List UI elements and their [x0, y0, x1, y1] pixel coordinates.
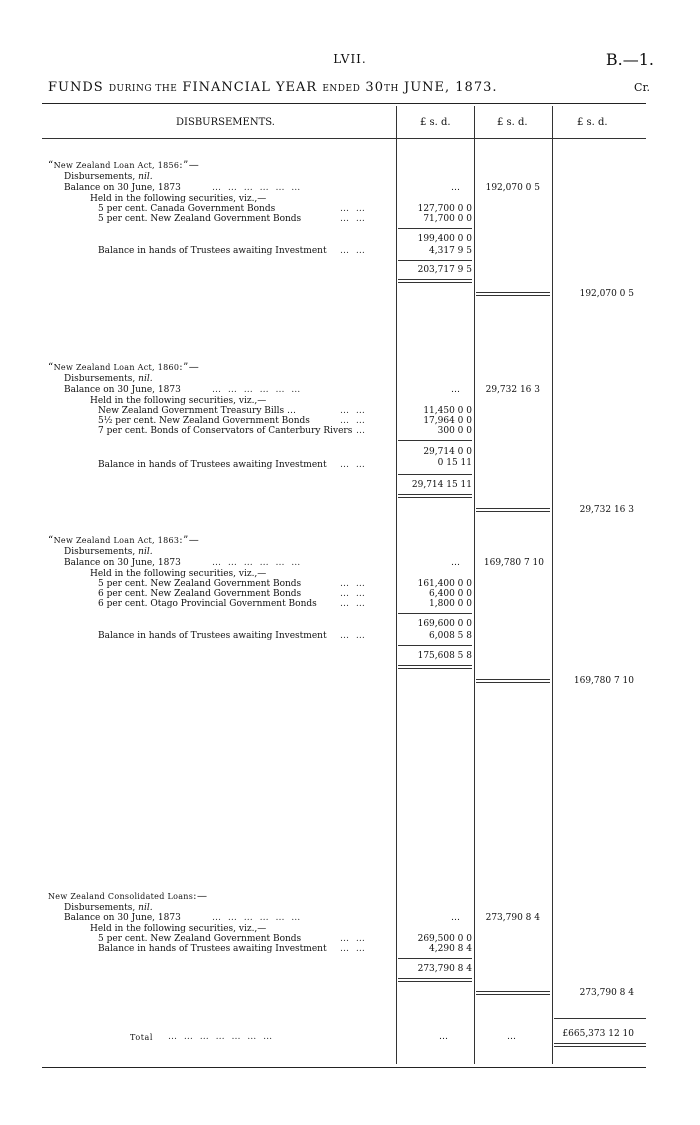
section-heading — [48, 363, 199, 373]
header-rule — [42, 138, 646, 139]
disbursements-value: nil. — [138, 903, 153, 913]
grand-total-amount: £665,373 12 10 — [562, 1029, 634, 1039]
column-rule — [396, 106, 397, 1064]
balance-amount: 273,790 8 4 — [485, 913, 540, 923]
held-in-label: Held in the following securities, viz.,— — [90, 924, 267, 934]
double-rule — [398, 279, 472, 283]
leader-dots: … … — [340, 214, 367, 224]
double-rule — [476, 292, 550, 296]
trustees-balance-amount: 6,008 5 8 — [429, 631, 472, 641]
leader-dots: … … … … … … … — [168, 1032, 275, 1042]
security-amount: 300 0 0 — [437, 426, 472, 436]
leader-dots: … … … … … … — [212, 558, 303, 568]
leader-dots: … … — [340, 599, 367, 609]
title-part: ENDED — [322, 84, 361, 94]
leader-dots: … … — [340, 204, 367, 214]
security-amount: 6,400 0 0 — [429, 589, 472, 599]
security-name: 6 per cent. New Zealand Government Bonds — [98, 589, 302, 599]
security-name: 5½ per cent. New Zealand Government Bonds — [98, 416, 310, 426]
balance-amount: 29,732 16 3 — [485, 385, 540, 395]
security-amount: 11,450 0 0 — [423, 406, 472, 416]
balance-label: Balance on 30 June, 1873 — [64, 558, 181, 568]
disbursements-value: nil. — [138, 547, 153, 557]
section-heading — [48, 536, 199, 546]
quote-mark: “ — [48, 535, 54, 546]
heading-punctuation: :”— — [179, 535, 200, 546]
act-name: New Zealand Loan Act, 1856 — [53, 161, 180, 170]
disbursements-line — [64, 547, 153, 557]
column-rule — [474, 106, 475, 1064]
balance-amount: 169,780 7 10 — [483, 558, 544, 568]
subtotal-rule — [398, 613, 472, 614]
disbursements-value: nil. — [138, 172, 153, 182]
section-total: 175,608 5 8 — [417, 651, 472, 661]
double-rule — [554, 1043, 646, 1047]
carried-amount: 29,732 16 3 — [579, 505, 634, 515]
column-header-pounds-3: £ s. d. — [577, 117, 608, 128]
disbursements-label: Disbursements, — [64, 172, 136, 182]
title-part: 30 — [360, 80, 384, 95]
leader-dots: … … — [340, 631, 367, 641]
leader-dots: … … … … … … — [212, 385, 303, 395]
disbursements-label: Disbursements, — [64, 903, 136, 913]
trustees-balance-amount: 4,317 9 5 — [429, 246, 472, 256]
column-rule — [552, 106, 553, 1064]
leader-dots: … … — [340, 934, 367, 944]
held-in-label: Held in the following securities, viz.,— — [90, 194, 267, 204]
page-number: LVII. — [333, 52, 367, 66]
trustees-balance-label: Balance in hands of Trustees awaiting Investment — [98, 460, 327, 470]
leader-dots: … … — [340, 246, 367, 256]
held-in-label: Held in the following securities, viz.,— — [90, 396, 267, 406]
quote-mark: “ — [48, 160, 54, 171]
security-name: 5 per cent. New Zealand Government Bonds — [98, 214, 302, 224]
total-label: Total — [130, 1033, 154, 1042]
balance-label: Balance on 30 June, 1873 — [64, 183, 181, 193]
grand-total-rule — [554, 1018, 646, 1019]
security-name: 5 per cent. Canada Government Bonds — [98, 204, 276, 214]
leader-dots: … … … … … … — [212, 183, 303, 193]
disbursements-value: nil. — [138, 374, 153, 384]
leader-dots: … … — [340, 579, 367, 589]
act-name: New Zealand Loan Act, 1860 — [53, 363, 180, 372]
title-part: TH — [383, 84, 399, 94]
balance-col1: … — [451, 558, 460, 568]
balance-label: Balance on 30 June, 1873 — [64, 385, 181, 395]
balance-amount: 192,070 0 5 — [485, 183, 540, 193]
title-part: FINANCIAL YEAR — [177, 80, 323, 95]
total-rule — [398, 958, 472, 959]
subtotal-amount: 199,400 0 0 — [417, 234, 472, 244]
quote-mark: “ — [48, 362, 54, 373]
credit-side-label: Cr. — [634, 81, 650, 94]
total-rule — [398, 645, 472, 646]
security-amount: 17,964 0 0 — [423, 416, 472, 426]
double-rule — [398, 494, 472, 498]
double-rule — [476, 508, 550, 512]
balance-col1: … — [451, 385, 460, 395]
security-name: 5 per cent. New Zealand Government Bonds — [98, 579, 302, 589]
double-rule — [476, 991, 550, 995]
subtotal-amount: 29,714 0 0 — [423, 447, 472, 457]
title-part: DURING THE — [108, 84, 178, 94]
heading-punctuation: :”— — [179, 160, 200, 171]
disbursements-label: Disbursements, — [64, 547, 136, 557]
security-name: New Zealand Government Treasury Bills … — [98, 406, 297, 416]
security-amount: 161,400 0 0 — [417, 579, 472, 589]
balance-col1: … — [451, 183, 460, 193]
balance-col1: … — [451, 913, 460, 923]
subtotal-amount: 169,600 0 0 — [417, 619, 472, 629]
subtotal-rule — [398, 440, 472, 441]
security-amount: 71,700 0 0 — [423, 214, 472, 224]
double-rule — [398, 978, 472, 982]
leader-dots: … … … … … … — [212, 913, 303, 923]
security-amount: 269,500 0 0 — [417, 934, 472, 944]
disbursements-line — [64, 172, 153, 182]
disbursements-line — [64, 903, 153, 913]
section-heading — [48, 161, 199, 171]
security-amount: 4,290 8 4 — [429, 944, 472, 954]
column-header-pounds-1: £ s. d. — [420, 117, 451, 128]
total-rule — [398, 474, 472, 475]
page-title — [48, 80, 498, 95]
section-total: 273,790 8 4 — [417, 964, 472, 974]
security-name: 7 per cent. Bonds of Conservators of Canterbury Rivers — [98, 426, 353, 436]
total-col2: … — [507, 1032, 516, 1042]
leader-dots: … … — [340, 406, 367, 416]
subtotal-rule — [398, 228, 472, 229]
carried-amount: 192,070 0 5 — [579, 289, 634, 299]
leader-dots: … … — [340, 944, 367, 954]
security-name: 6 per cent. Otago Provincial Government Bonds — [98, 599, 317, 609]
act-name: New Zealand Consolidated Loans — [48, 892, 194, 901]
leader-dots: … … — [340, 589, 367, 599]
column-header-pounds-2: £ s. d. — [497, 117, 528, 128]
document-reference: B.—1. — [605, 50, 654, 69]
leader-dots: … — [356, 426, 367, 436]
disbursements-line — [64, 374, 153, 384]
double-rule — [476, 679, 550, 683]
total-col1: … — [439, 1032, 448, 1042]
leader-dots: … … — [340, 416, 367, 426]
held-in-label: Held in the following securities, viz.,— — [90, 569, 267, 579]
heading-punctuation: :”— — [179, 362, 200, 373]
trustees-balance-label: Balance in hands of Trustees awaiting Investment — [98, 631, 327, 641]
disbursements-label: Disbursements, — [64, 374, 136, 384]
security-amount: 127,700 0 0 — [417, 204, 472, 214]
double-rule — [398, 665, 472, 669]
leader-dots: … … — [340, 460, 367, 470]
title-part: JUNE, 1873. — [398, 80, 498, 95]
total-rule — [398, 260, 472, 261]
act-name: New Zealand Loan Act, 1863 — [53, 536, 180, 545]
security-amount: 1,800 0 0 — [429, 599, 472, 609]
security-name: 5 per cent. New Zealand Government Bonds — [98, 934, 302, 944]
section-heading — [48, 892, 208, 902]
title-part: FUNDS — [48, 80, 109, 95]
carried-amount: 273,790 8 4 — [579, 988, 634, 998]
heading-punctuation: :— — [193, 891, 208, 902]
carried-amount: 169,780 7 10 — [573, 676, 634, 686]
section-total: 29,714 15 11 — [411, 480, 472, 490]
balance-label: Balance on 30 June, 1873 — [64, 913, 181, 923]
security-name: Balance in hands of Trustees awaiting Investment — [98, 944, 327, 954]
section-total: 203,717 9 5 — [417, 265, 472, 275]
column-header-disbursements: DISBURSEMENTS. — [176, 117, 275, 128]
trustees-balance-amount: 0 15 11 — [437, 458, 472, 468]
trustees-balance-label: Balance in hands of Trustees awaiting Investment — [98, 246, 327, 256]
